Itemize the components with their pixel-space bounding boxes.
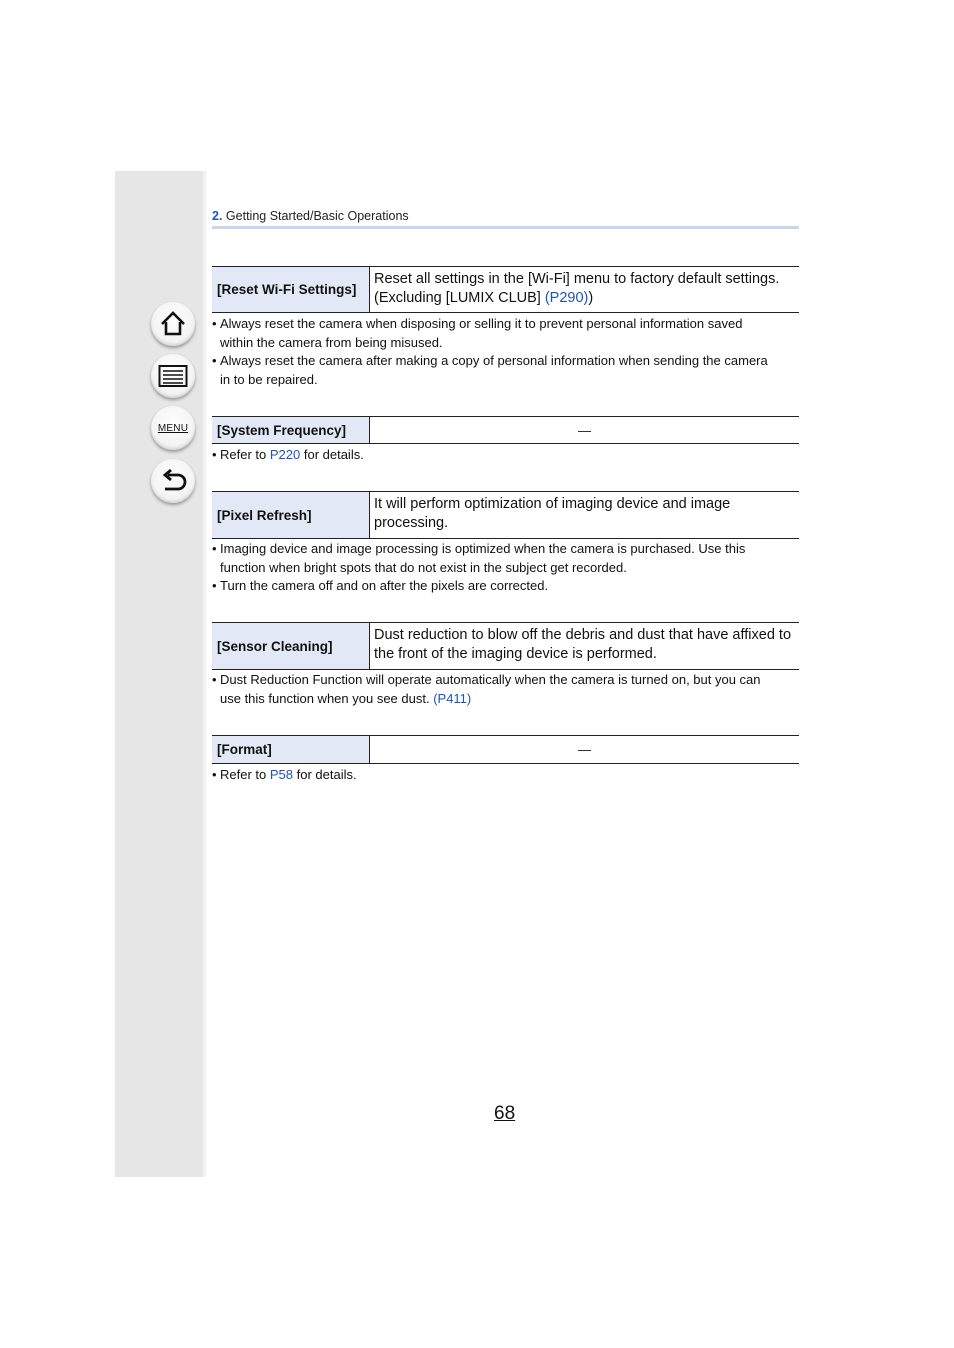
note-text: Refer to xyxy=(220,447,270,462)
back-arrow-icon xyxy=(159,467,187,495)
page-number: 68 xyxy=(494,1103,516,1124)
breadcrumb xyxy=(212,209,409,223)
description-line xyxy=(374,289,795,308)
notes-reset-wifi xyxy=(212,315,802,389)
page-link-p290[interactable]: (P290) xyxy=(544,289,589,306)
chapter-number: 2. xyxy=(212,209,223,223)
setting-table-system-frequency xyxy=(212,416,799,444)
note-item xyxy=(212,671,802,708)
setting-description xyxy=(370,267,800,313)
setting-table-sensor-cleaning xyxy=(212,622,799,670)
note-line: • Imaging device and image processing is optimized when the camera is purchased. Use this xyxy=(220,541,746,556)
sidebar-edge xyxy=(203,171,206,1177)
notes-pixel-refresh xyxy=(212,540,802,596)
setting-table-pixel-refresh xyxy=(212,491,799,539)
note-item xyxy=(212,766,802,785)
setting-value: — xyxy=(370,736,800,764)
note-line: within the camera from being misused. xyxy=(220,334,443,350)
notes-format xyxy=(212,766,802,785)
home-icon xyxy=(159,310,187,338)
page-link-p220[interactable]: P220 xyxy=(269,447,301,462)
setting-key: [System Frequency] xyxy=(212,417,370,444)
setting-description xyxy=(370,492,800,539)
setting-description xyxy=(370,623,800,670)
note-text: Refer to xyxy=(220,767,270,782)
note-line: • Always reset the camera after making a copy of personal information when sending the camera xyxy=(220,353,768,368)
setting-key: [Reset Wi-Fi Settings] xyxy=(212,267,370,313)
setting-table-format xyxy=(212,735,799,764)
note-item xyxy=(212,446,802,465)
back-button[interactable] xyxy=(151,459,195,503)
setting-key: [Format] xyxy=(212,736,370,764)
chapter-title: Getting Started/Basic Operations xyxy=(225,209,409,223)
note-line xyxy=(220,690,802,709)
note-text: use this function when you see dust. xyxy=(220,690,434,706)
note-item xyxy=(212,352,802,389)
page-link-p411[interactable]: (P411) xyxy=(433,690,472,706)
setting-table-reset-wifi xyxy=(212,266,799,313)
menu-icon: MENU xyxy=(157,422,189,434)
notes-sensor-cleaning xyxy=(212,671,802,708)
note-text: for details. xyxy=(293,767,357,782)
setting-key: [Sensor Cleaning] xyxy=(212,623,370,670)
note-item xyxy=(212,315,802,352)
list-icon xyxy=(158,364,188,388)
note-text: for details. xyxy=(300,447,364,462)
description-line: Dust reduction to blow off the debris and dust that have affixed to xyxy=(374,627,792,643)
note-line: • Dust Reduction Function will operate automatically when the camera is turned on, but you can xyxy=(220,672,761,687)
page-link-p58[interactable]: P58 xyxy=(269,767,293,782)
description-text: (Excluding [LUMIX CLUB] xyxy=(374,289,545,306)
note-line: • Always reset the camera when disposing or selling it to prevent personal information saved xyxy=(220,316,743,331)
note-line: function when bright spots that do not exist in the subject get recorded. xyxy=(220,559,627,575)
note-item xyxy=(212,577,802,596)
setting-value: — xyxy=(370,417,800,444)
contents-button[interactable] xyxy=(151,354,195,398)
home-button[interactable] xyxy=(151,302,195,346)
description-line: processing. xyxy=(374,515,449,531)
note-line: • Turn the camera off and on after the pixels are corrected. xyxy=(220,578,549,593)
description-line: the front of the imaging device is performed. xyxy=(374,646,657,662)
description-line: Reset all settings in the [Wi-Fi] menu to factory default settings. xyxy=(374,270,780,287)
note-item xyxy=(212,540,802,577)
description-text: ) xyxy=(588,289,594,306)
header-rule xyxy=(212,226,799,229)
setting-key: [Pixel Refresh] xyxy=(212,492,370,539)
notes-system-frequency xyxy=(212,446,802,465)
note-line: in to be repaired. xyxy=(220,371,318,387)
menu-button[interactable] xyxy=(151,406,195,450)
description-line: It will perform optimization of imaging device and image xyxy=(374,496,731,512)
